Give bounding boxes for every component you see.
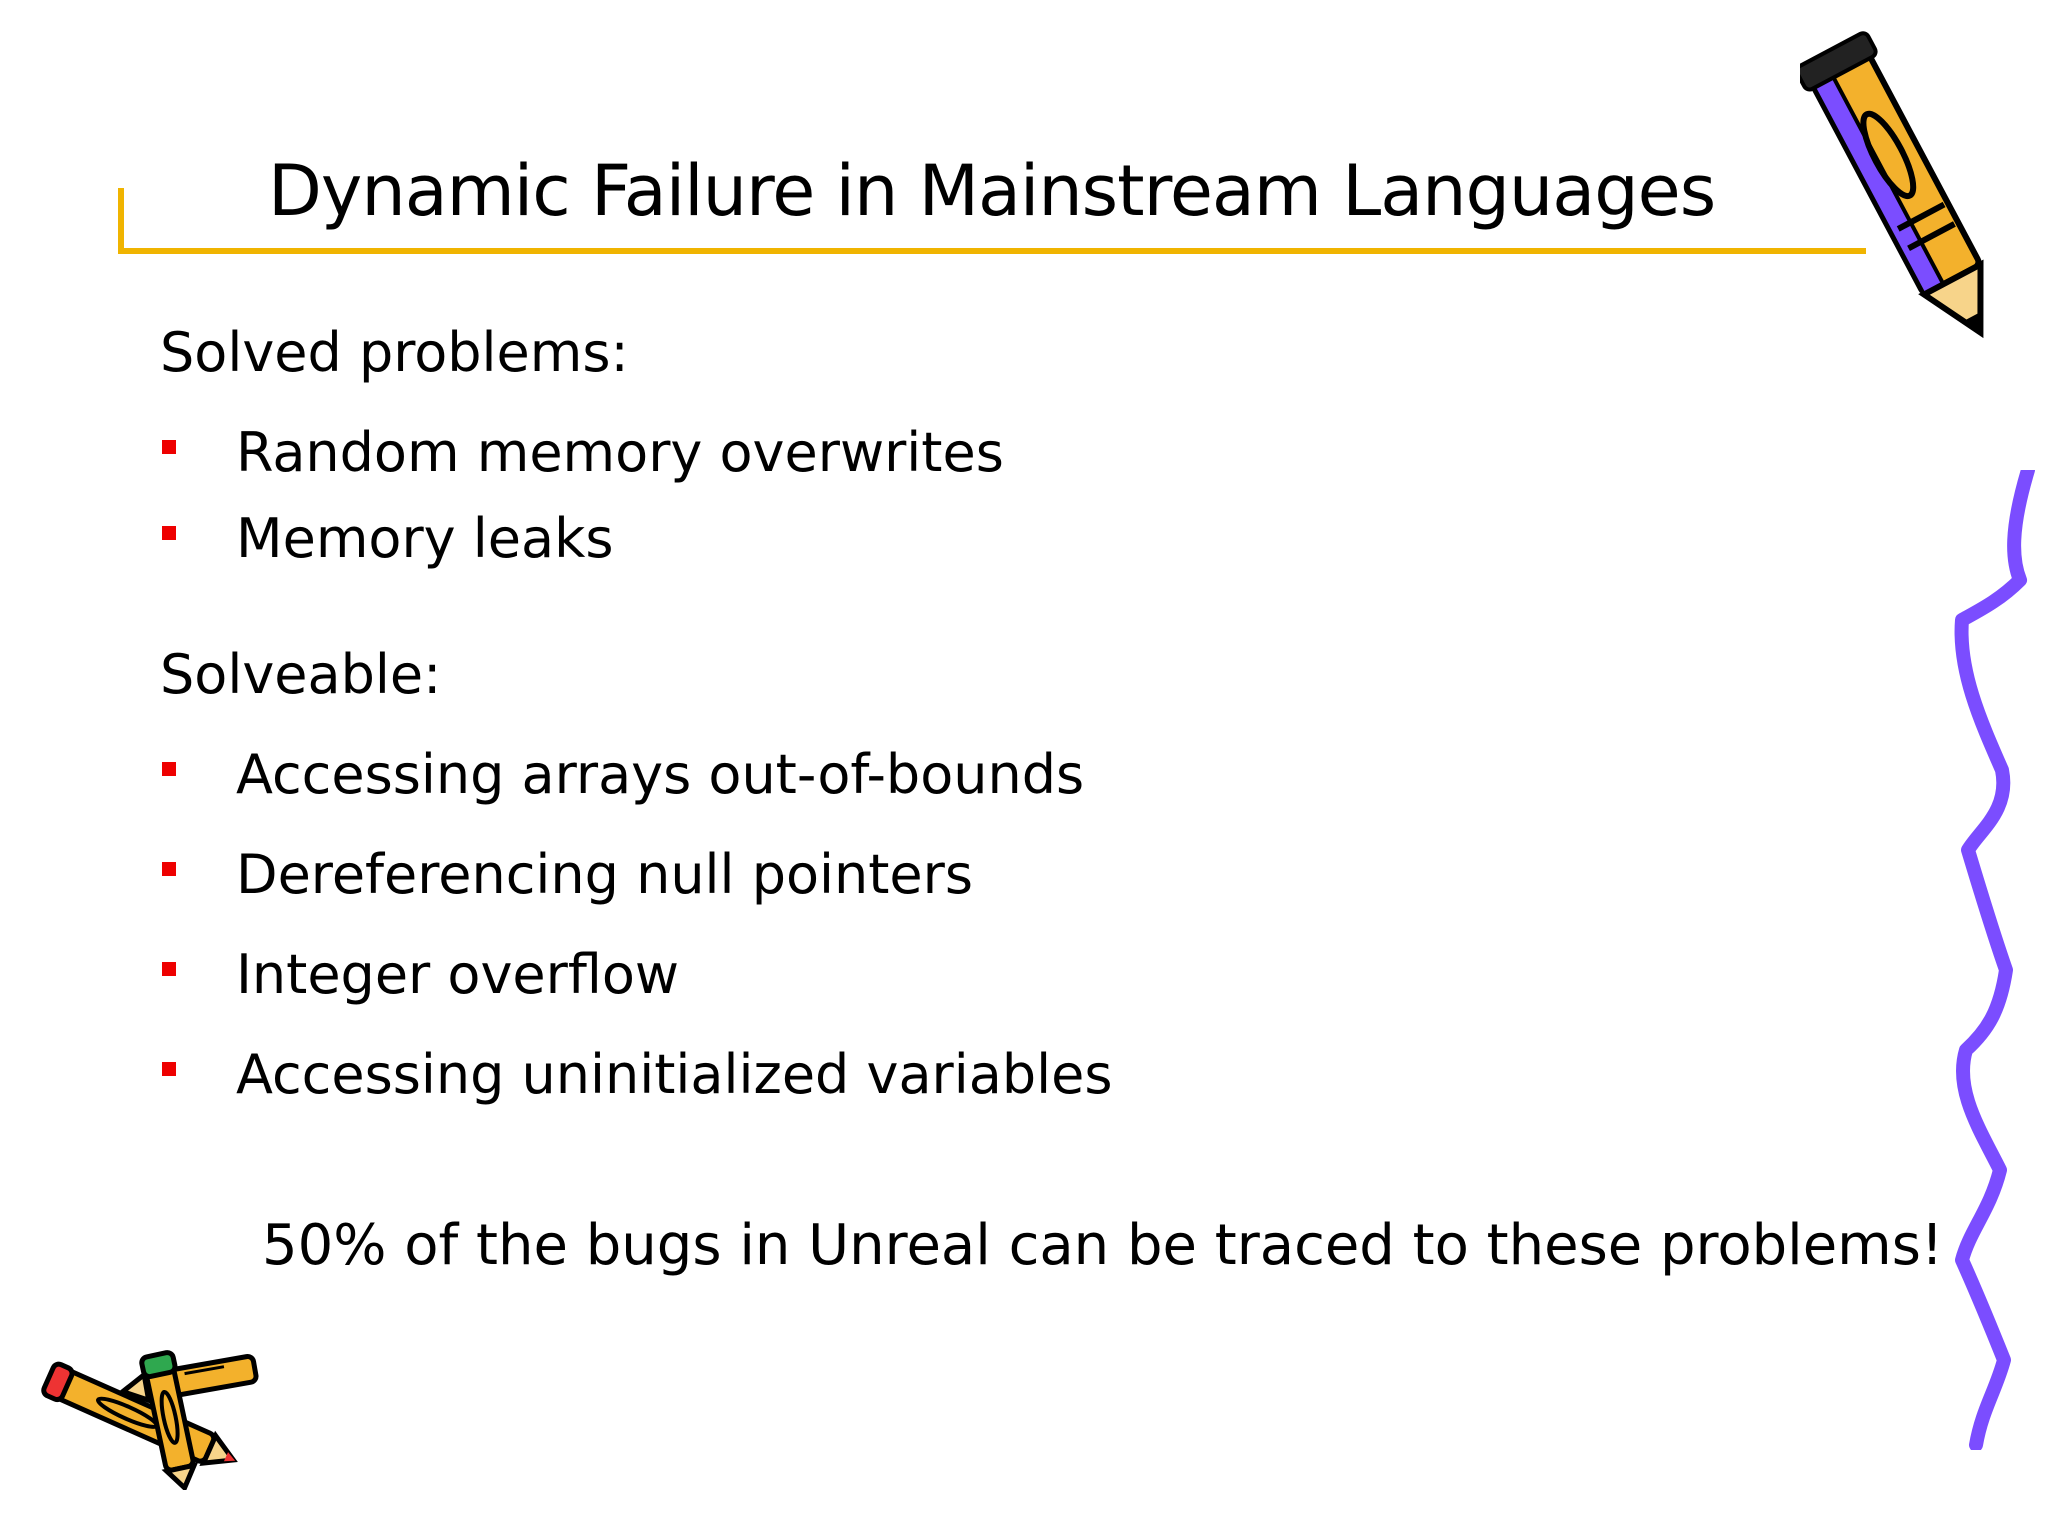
list-item-text: Accessing arrays out-of-bounds [236,743,1085,806]
title-rule-tick [118,188,124,254]
squiggle-line [1940,470,2040,1450]
crossed-pencils-icon [36,1340,276,1490]
bullet-icon [162,962,176,976]
list-item-text: Accessing uninitialized variables [236,1043,1113,1106]
list-item-text: Random memory overwrites [236,421,1004,484]
list-item-text: Dereferencing null pointers [236,843,973,906]
pencil-icon [1800,20,2020,380]
bullet-icon [162,762,176,776]
section-heading-solved: Solved problems: [160,321,629,384]
footer-note: 50% of the bugs in Unreal can be traced to these problems! [262,1213,1944,1278]
bullet-icon [162,862,176,876]
title-rule [118,248,1866,254]
bullet-icon [162,440,176,454]
bullet-icon [162,1062,176,1076]
slide-title: Dynamic Failure in Mainstream Languages [268,150,1716,232]
section-heading-solveable: Solveable: [160,643,442,706]
list-item-text: Memory leaks [236,507,614,570]
bullet-icon [162,526,176,540]
list-item-text: Integer overflow [236,943,680,1006]
